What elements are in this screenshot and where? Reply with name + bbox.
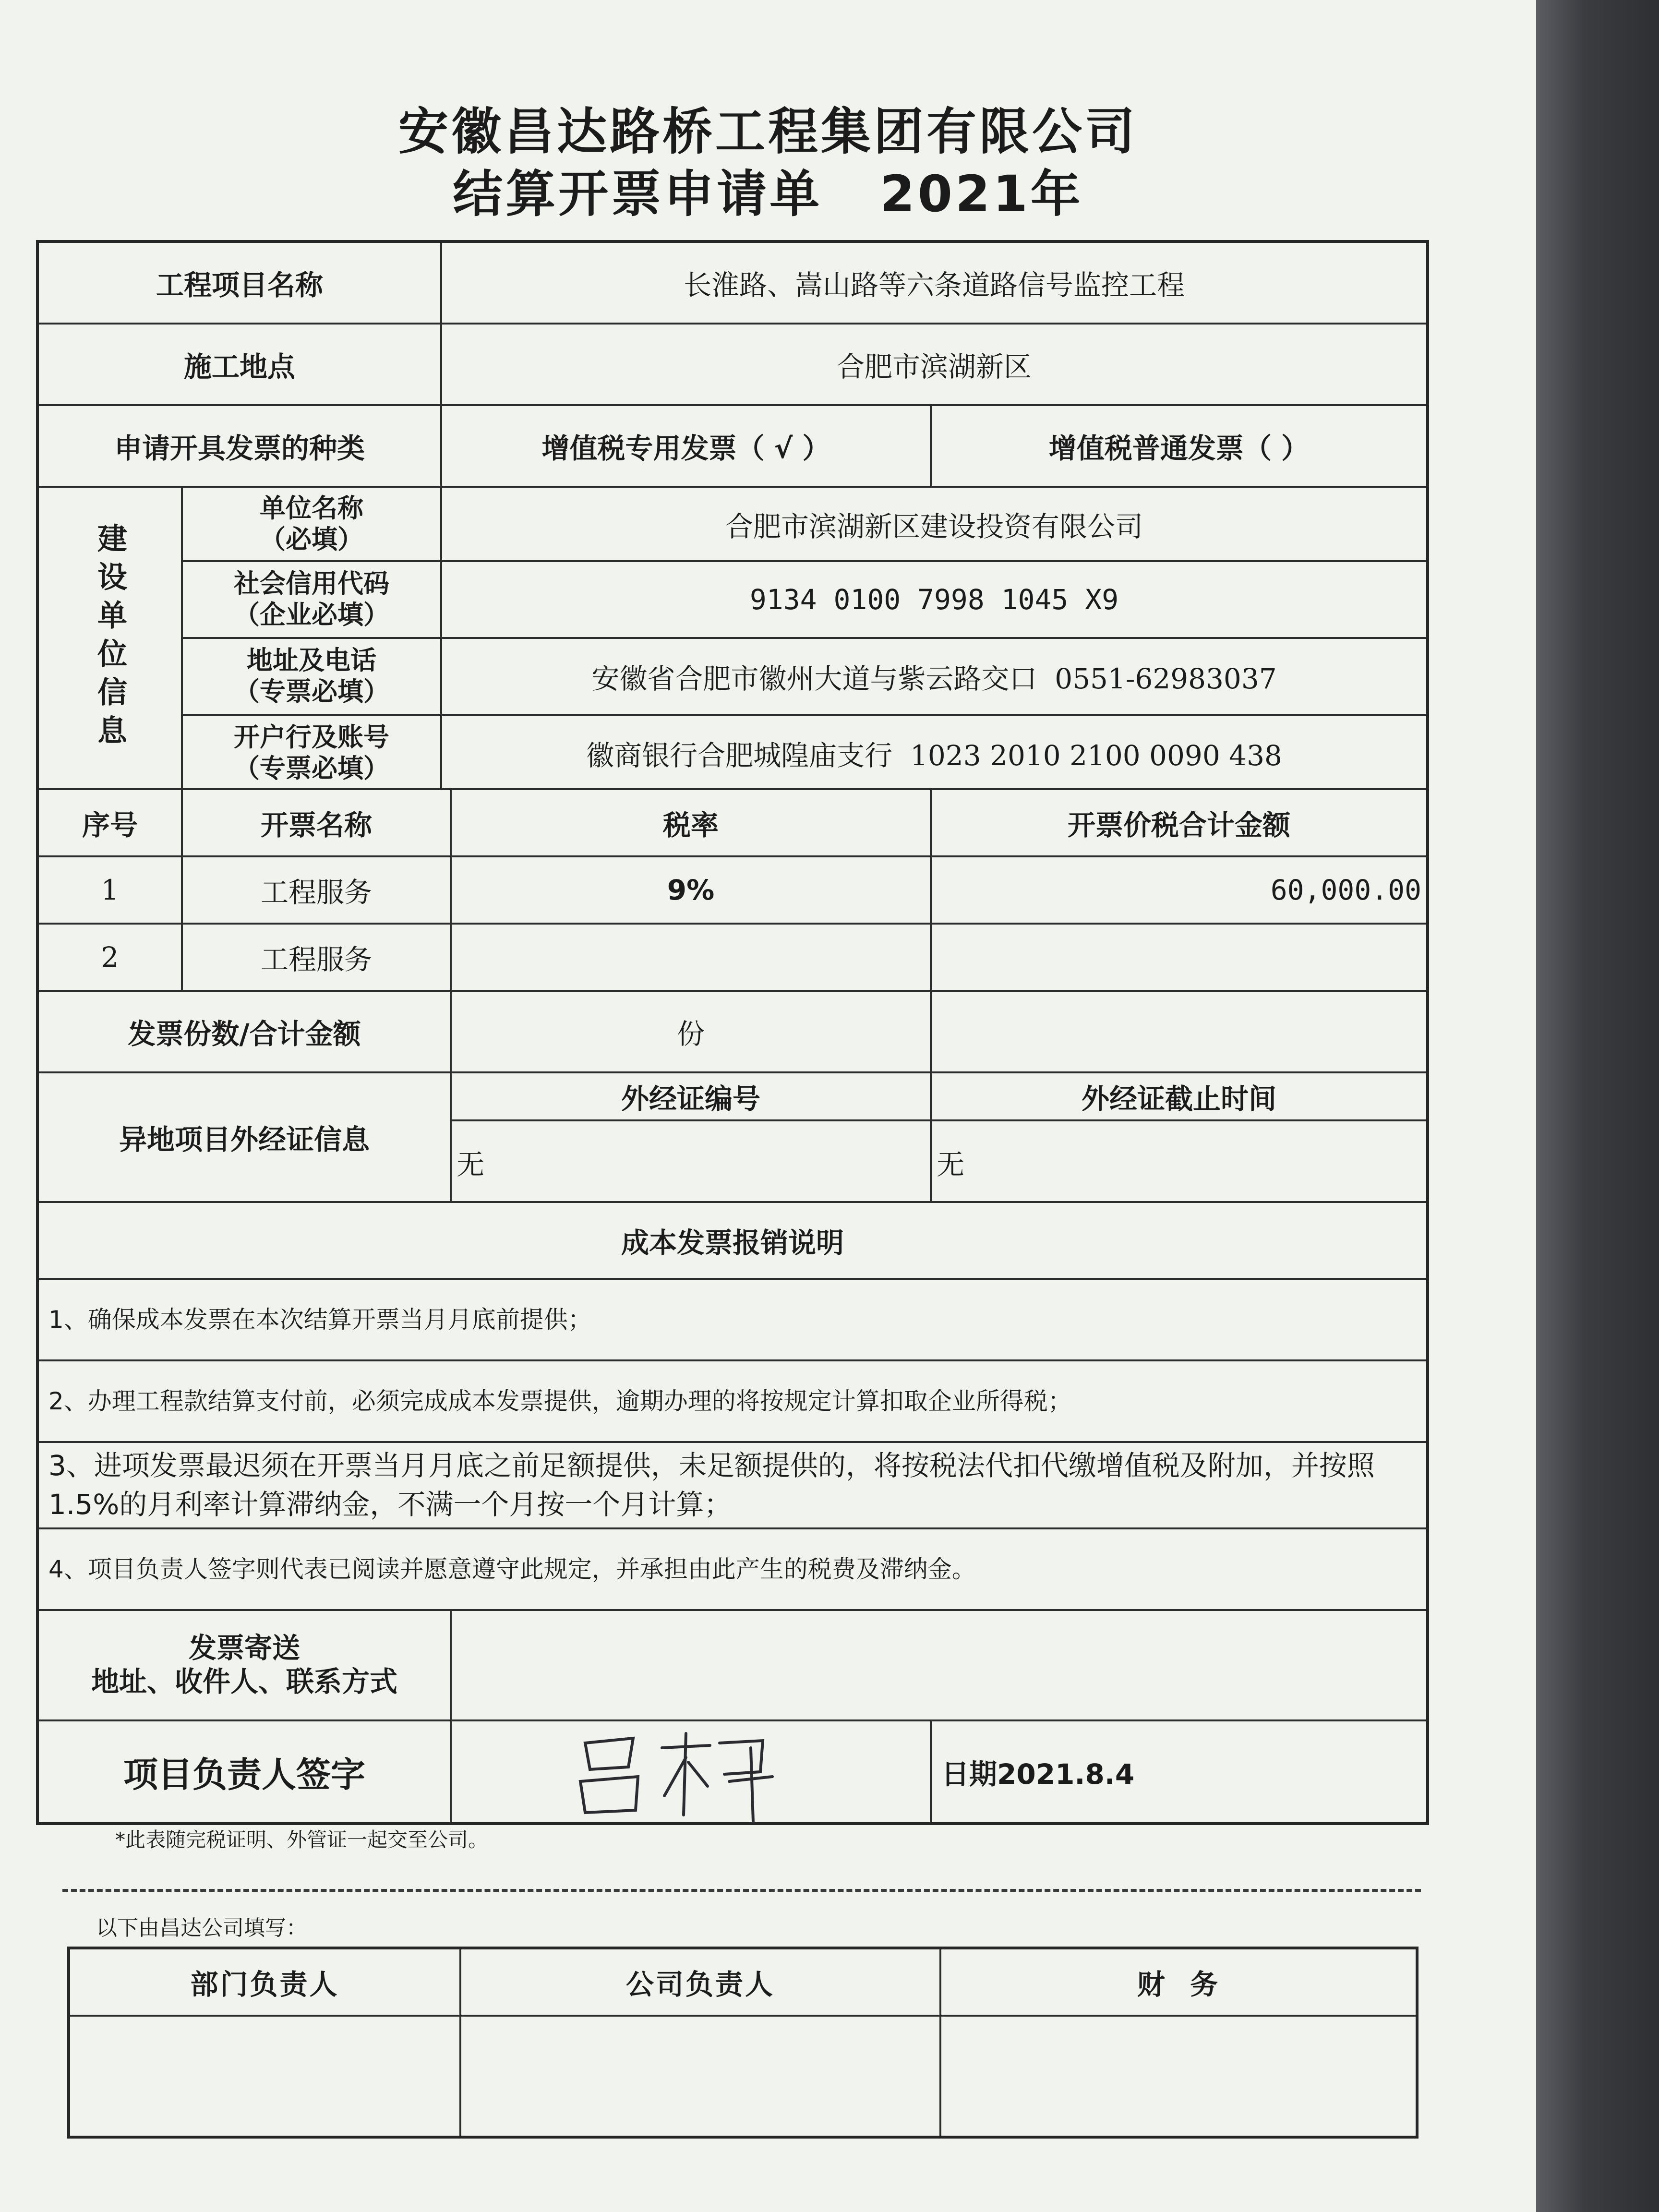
builder-field-row <box>183 639 1426 716</box>
builder-fields <box>183 488 1426 788</box>
note-item: 2、办理工程款结算支付前，必须完成成本发票提供，逾期办理的将按规定计算扣取企业所得税； <box>48 1387 1072 1415</box>
delivery-label-line2: 地址、收件人、联系方式 <box>91 1665 397 1698</box>
project-name-value[interactable]: 长淮路、嵩山路等六条道路信号监控工程 <box>683 269 1185 301</box>
copies-unit: 份 <box>676 1018 705 1050</box>
totals-label: 发票份数/合计金额 <box>39 992 452 1071</box>
builder-section-text: 建设单位信息 <box>92 523 128 753</box>
invoice-type-row <box>39 406 1426 488</box>
external-cert-label: 异地项目外经证信息 <box>39 1073 452 1201</box>
site-value[interactable]: 合肥市滨湖新区 <box>836 350 1032 383</box>
external-cert-fields <box>452 1073 1426 1201</box>
footnote: *此表随完税证明、外管证一起交至公司。 <box>115 1828 489 1851</box>
finance-sign-field[interactable] <box>941 2017 1416 2136</box>
site-row <box>39 325 1426 406</box>
totals-row <box>39 992 1426 1073</box>
credit-code-value[interactable]: 9134 0100 7998 1045 X9 <box>749 583 1119 616</box>
table-row <box>39 925 1426 992</box>
builder-section-label <box>39 488 183 788</box>
cert-deadline-header: 外经证截止时间 <box>932 1073 1426 1121</box>
background-desk <box>1536 0 1659 2212</box>
delivery-value[interactable] <box>452 1611 1426 1719</box>
builder-info-block <box>39 488 1426 790</box>
form-year: 2021年 <box>880 165 1083 223</box>
signature-date[interactable]: 日期2021.8.4 <box>941 1758 1135 1791</box>
row-amount[interactable]: 60,000.00 <box>1270 874 1421 906</box>
field-label-note: （专票必填） <box>234 676 389 707</box>
field-label-text: 地址及电话 <box>247 645 376 676</box>
cert-number-value[interactable]: 无 <box>452 1121 932 1203</box>
row-no: 1 <box>39 857 183 923</box>
row-name[interactable]: 工程服务 <box>183 857 452 923</box>
field-label-text: 社会信用代码 <box>234 568 389 599</box>
builder-field-label <box>183 716 442 790</box>
note-item: 3、进项发票最迟须在开票当月月底之前足额提供，未足额提供的，将按税法代扣代缴增值税及附加，并按照1.5%的月利率计算滞纳金，不满一个月按一个月计算； <box>48 1449 1375 1521</box>
builder-field-row <box>183 488 1426 562</box>
col-header-amount: 开票价税合计金额 <box>1067 809 1290 842</box>
total-amount-field[interactable] <box>932 992 1426 1071</box>
delivery-label <box>39 1611 452 1719</box>
row-amount[interactable] <box>932 925 1426 990</box>
approval-column <box>70 1949 461 2136</box>
form-title-text: 结算开票申请单 <box>453 165 823 223</box>
table-row <box>39 857 1426 925</box>
approval-header: 部门负责人 <box>70 1949 459 2017</box>
field-label-text: 单位名称 <box>260 493 363 523</box>
company-head-sign-field[interactable] <box>461 2017 939 2136</box>
company-fill-note: 以下由昌达公司填写： <box>96 1916 307 1940</box>
delivery-label-line1: 发票寄送 <box>188 1632 300 1665</box>
handwritten-signature <box>566 1719 816 1825</box>
project-name-label: 工程项目名称 <box>39 243 442 323</box>
dept-head-sign-field[interactable] <box>70 2017 459 2136</box>
invoice-application-form <box>36 240 1429 1825</box>
approval-table <box>67 1947 1419 2139</box>
cert-deadline-value[interactable]: 无 <box>937 1148 965 1181</box>
field-label-note: （必填） <box>260 524 363 554</box>
field-label-note: （企业必填） <box>234 600 389 630</box>
note-row <box>39 1529 1426 1611</box>
company-title: 安徽昌达路桥工程集团有限公司 <box>398 102 1138 161</box>
col-header-rate: 税率 <box>452 790 932 855</box>
note-item: 1、确保成本发票在本次结算开票当月月底前提供； <box>48 1305 592 1334</box>
row-name[interactable]: 工程服务 <box>183 925 452 990</box>
unit-name-value[interactable]: 合肥市滨湖新区建设投资有限公司 <box>725 510 1143 543</box>
project-name-row <box>39 243 1426 325</box>
address-phone-value[interactable]: 安徽省合肥市徽州大道与紫云路交口 0551-62983037 <box>591 662 1277 695</box>
col-header-no: 序号 <box>39 790 183 855</box>
approval-column <box>461 1949 941 2136</box>
builder-field-row <box>183 562 1426 639</box>
copies-field[interactable] <box>452 992 932 1071</box>
special-invoice-option[interactable]: 增值税专用发票（ √ ） <box>442 406 932 486</box>
col-header-name: 开票名称 <box>183 790 452 855</box>
builder-field-label <box>183 562 442 637</box>
field-label-note: （专票必填） <box>234 753 389 783</box>
site-label: 施工地点 <box>39 325 442 404</box>
tear-line <box>62 1889 1421 1892</box>
signature-label: 项目负责人签字 <box>39 1721 452 1822</box>
items-header-row <box>39 790 1426 857</box>
row-rate[interactable]: 9% <box>452 857 932 923</box>
bank-account-value[interactable]: 徽商银行合肥城隍庙支行 1023 2010 2100 0090 438 <box>586 739 1282 772</box>
normal-invoice-option[interactable]: 增值税普通发票（ ） <box>1048 432 1310 465</box>
delivery-row <box>39 1611 1426 1721</box>
builder-field-label <box>183 488 442 560</box>
cert-number-header: 外经证编号 <box>452 1073 932 1121</box>
field-label-text: 开户行及账号 <box>234 721 389 752</box>
note-row <box>39 1280 1426 1361</box>
note-row <box>39 1443 1426 1529</box>
form-title <box>0 154 1536 226</box>
signature-row <box>39 1721 1426 1822</box>
row-no: 2 <box>39 925 183 990</box>
cost-notes-title-row <box>39 1203 1426 1280</box>
signature-field[interactable] <box>452 1721 932 1822</box>
cost-notes-title: 成本发票报销说明 <box>621 1226 844 1259</box>
builder-field-row <box>183 716 1426 790</box>
note-row <box>39 1361 1426 1443</box>
builder-field-label <box>183 639 442 714</box>
invoice-type-label: 申请开具发票的种类 <box>39 406 442 486</box>
external-cert-row <box>39 1073 1426 1203</box>
approval-header: 财 务 <box>941 1949 1416 2017</box>
approval-column <box>941 1949 1416 2136</box>
row-rate[interactable] <box>452 925 932 990</box>
note-item: 4、项目负责人签字则代表已阅读并愿意遵守此规定，并承担由此产生的税费及滞纳金。 <box>48 1555 976 1583</box>
approval-header: 公司负责人 <box>461 1949 939 2017</box>
